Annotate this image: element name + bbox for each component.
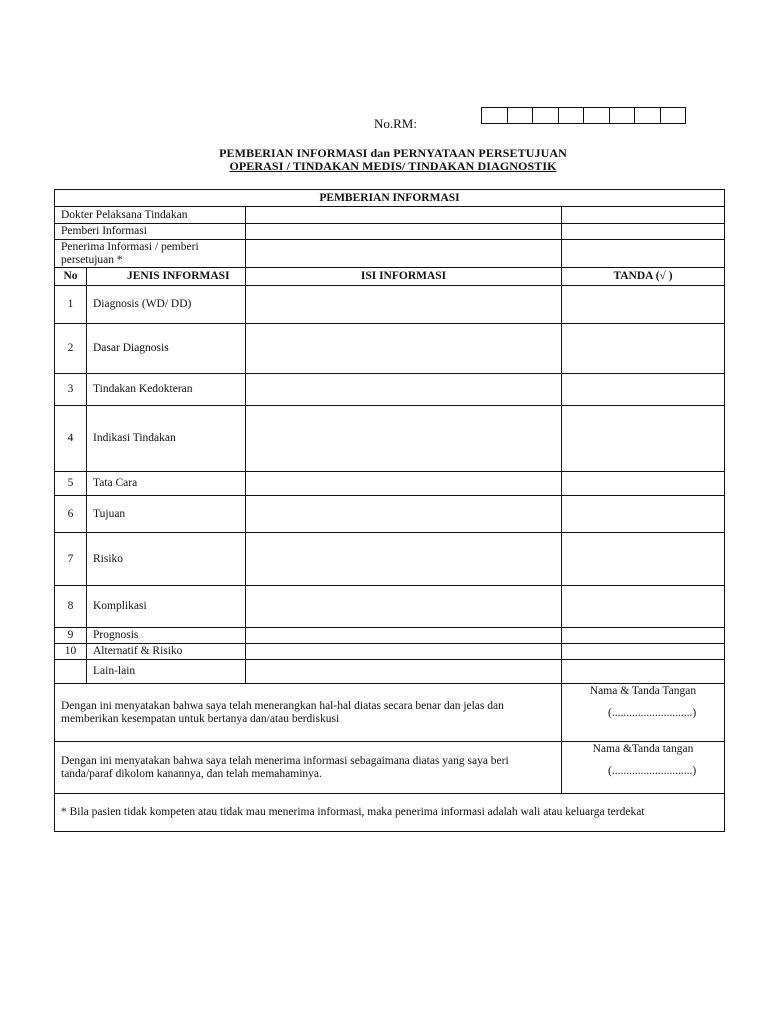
item-label: Dasar Diagnosis	[87, 324, 246, 374]
rm-digit-box[interactable]	[610, 108, 636, 123]
item-label: Prognosis	[87, 628, 246, 644]
patient-signature-line: (............................)	[608, 765, 697, 777]
item-check-field[interactable]	[562, 286, 725, 324]
item-content-field[interactable]	[246, 533, 562, 586]
item-content-field[interactable]	[246, 286, 562, 324]
item-check-field[interactable]	[562, 533, 725, 586]
item-check-field[interactable]	[562, 496, 725, 533]
info-row-informer	[55, 224, 725, 240]
doctor-signature-title: Nama & Tanda Tangan	[589, 685, 697, 697]
item-content-field[interactable]	[246, 628, 562, 644]
item-check-field[interactable]	[562, 660, 725, 684]
item-number: 10	[55, 644, 87, 660]
info-value-field[interactable]	[246, 240, 562, 268]
form-title: PEMBERIAN INFORMASI dan PERNYATAAN PERSETUJUAN	[219, 146, 567, 160]
info-sign-field[interactable]	[562, 224, 725, 240]
item-check-field[interactable]	[562, 324, 725, 374]
footnote-row	[55, 794, 725, 832]
item-content-field[interactable]	[246, 644, 562, 660]
rm-digit-box[interactable]	[559, 108, 585, 123]
info-label: Penerima Informasi / pemberi persetujuan *	[55, 240, 246, 268]
table-row	[55, 472, 725, 496]
table-row	[55, 374, 725, 406]
info-sign-field[interactable]	[562, 207, 725, 224]
section-title: PEMBERIAN INFORMASI	[55, 190, 725, 207]
rm-digit-box[interactable]	[661, 108, 687, 123]
item-check-field[interactable]	[562, 628, 725, 644]
info-label: Pemberi Informasi	[55, 224, 246, 240]
item-content-field[interactable]	[246, 586, 562, 628]
item-check-field[interactable]	[562, 406, 725, 472]
item-label: Tujuan	[87, 496, 246, 533]
table-row	[55, 586, 725, 628]
item-number: 5	[55, 472, 87, 496]
rm-digit-box[interactable]	[635, 108, 661, 123]
item-number: 9	[55, 628, 87, 644]
item-label: Komplikasi	[87, 586, 246, 628]
info-value-field[interactable]	[246, 207, 562, 224]
table-row	[55, 533, 725, 586]
item-number: 4	[55, 406, 87, 472]
table-row	[55, 496, 725, 533]
consent-form-table	[54, 189, 725, 832]
item-content-field[interactable]	[246, 374, 562, 406]
table-row	[55, 324, 725, 374]
col-header-tanda: TANDA (√ )	[562, 268, 725, 286]
item-label: Lain-lain	[87, 660, 246, 684]
item-number: 7	[55, 533, 87, 586]
item-check-field[interactable]	[562, 586, 725, 628]
table-row	[55, 660, 725, 684]
col-header-no: No	[55, 268, 87, 286]
col-header-isi: ISI INFORMASI	[246, 268, 562, 286]
info-row-doctor	[55, 207, 725, 224]
patient-signature-field[interactable]	[562, 742, 725, 794]
info-row-recipient	[55, 240, 725, 268]
item-label: Risiko	[87, 533, 246, 586]
item-content-field[interactable]	[246, 472, 562, 496]
item-label: Diagnosis (WD/ DD)	[87, 286, 246, 324]
doctor-signature-line: (............................)	[608, 707, 697, 719]
doctor-statement-row	[55, 684, 725, 742]
info-sign-field[interactable]	[562, 240, 725, 268]
section-header-row	[55, 190, 725, 207]
rm-digit-box[interactable]	[533, 108, 559, 123]
item-check-field[interactable]	[562, 472, 725, 496]
doctor-signature-field[interactable]	[562, 684, 725, 742]
item-label: Tindakan Kedokteran	[87, 374, 246, 406]
item-number: 8	[55, 586, 87, 628]
item-number: 3	[55, 374, 87, 406]
form-subtitle: OPERASI / TINDAKAN MEDIS/ TINDAKAN DIAGNOSTIK	[229, 159, 557, 173]
table-row	[55, 286, 725, 324]
doctor-statement-text: Dengan ini menyatakan bahwa saya telah menerangkan hal-hal diatas secara benar dan jelas dan memberikan kesempatan untuk bertanya dan/atau berdiskusi	[55, 684, 562, 742]
item-label: Alternatif & Risiko	[87, 644, 246, 660]
item-content-field[interactable]	[246, 496, 562, 533]
item-number: 2	[55, 324, 87, 374]
patient-signature-title: Nama &Tanda tangan	[592, 743, 694, 755]
rm-number-boxes[interactable]	[481, 107, 686, 124]
item-content-field[interactable]	[246, 660, 562, 684]
item-number	[55, 660, 87, 684]
table-row	[55, 628, 725, 644]
item-content-field[interactable]	[246, 406, 562, 472]
item-content-field[interactable]	[246, 324, 562, 374]
item-number: 1	[55, 286, 87, 324]
info-label: Dokter Pelaksana Tindakan	[55, 207, 246, 224]
table-row	[55, 644, 725, 660]
rm-digit-box[interactable]	[482, 108, 508, 123]
rm-digit-box[interactable]	[508, 108, 534, 123]
rm-label: No.RM:	[374, 116, 417, 131]
col-header-jenis: JENIS INFORMASI	[87, 268, 246, 286]
item-check-field[interactable]	[562, 374, 725, 406]
item-number: 6	[55, 496, 87, 533]
footnote-text: * Bila pasien tidak kompeten atau tidak mau menerima informasi, maka penerima informasi adalah wali atau keluarga terdekat	[55, 794, 725, 832]
item-label: Tata Cara	[87, 472, 246, 496]
info-value-field[interactable]	[246, 224, 562, 240]
item-check-field[interactable]	[562, 644, 725, 660]
column-header-row	[55, 268, 725, 286]
patient-statement-row	[55, 742, 725, 794]
table-row	[55, 406, 725, 472]
patient-statement-text: Dengan ini menyatakan bahwa saya telah menerima informasi sebagaimana diatas yang saya beri tanda/paraf dikolom kanannya, dan telah memahaminya.	[55, 742, 562, 794]
item-label: Indikasi Tindakan	[87, 406, 246, 472]
rm-digit-box[interactable]	[584, 108, 610, 123]
